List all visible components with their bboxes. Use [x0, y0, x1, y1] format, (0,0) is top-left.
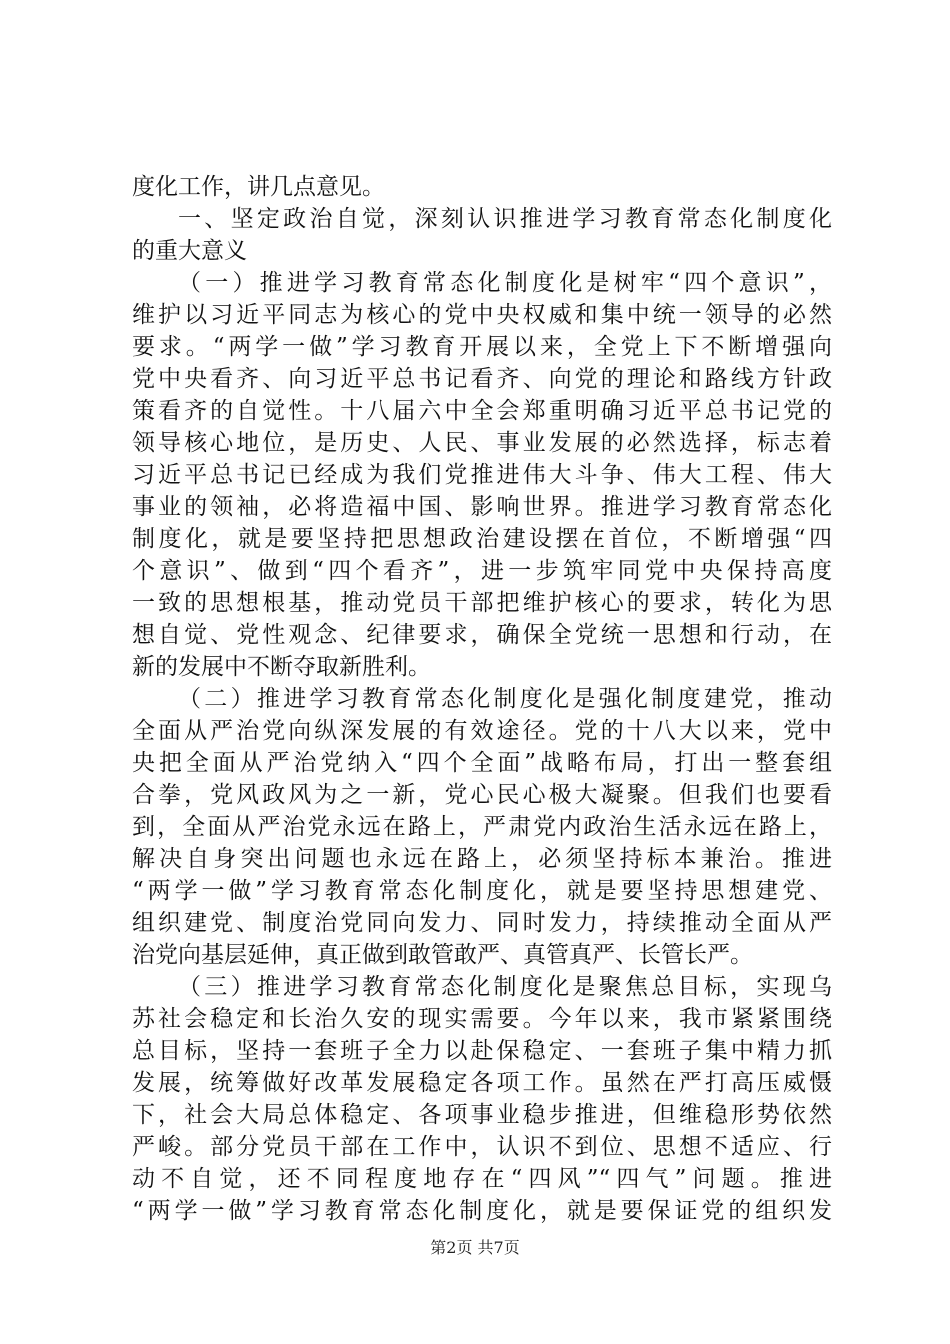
- text-line: 下，社会大局总体稳定、各项事业稳步推进，但维稳形势依然: [132, 1102, 832, 1128]
- text-line: 维护以习近平同志为核心的党中央权威和集中统一领导的必然: [132, 302, 832, 328]
- text-line: 制度化，就是要坚持把思想政治建设摆在首位，不断增强“四: [132, 526, 832, 552]
- paragraph-first-line: （三）推进学习教育常态化制度化是聚焦总目标，实现乌: [178, 974, 832, 1000]
- text-line: 解决自身突出问题也永远在路上，必须坚持标本兼治。推进: [132, 846, 832, 872]
- text-line: 要求。“两学一做”学习教育开展以来，全党上下不断增强向: [132, 334, 832, 360]
- text-line: 事业的领袖，必将造福中国、影响世界。推进学习教育常态化: [132, 494, 832, 520]
- text-line: 合拳，党风政风为之一新，党心民心极大凝聚。但我们也要看: [132, 782, 832, 808]
- page-number-footer: 第2页 共7页: [430, 1238, 520, 1257]
- text-line: 领导核心地位，是历史、人民、事业发展的必然选择，标志着: [132, 430, 832, 456]
- text-line: 党中央看齐、向习近平总书记看齐、向党的理论和路线方针政: [132, 366, 832, 392]
- section-heading: 一、坚定政治自觉，深刻认识推进学习教育常态化制度化: [178, 206, 832, 232]
- text-line: 央把全面从严治党纳入“四个全面”战略布局，打出一整套组: [132, 750, 832, 776]
- text-line: “两学一做”学习教育常态化制度化，就是要保证党的组织发: [132, 1198, 832, 1224]
- text-line: 一致的思想根基，推动党员干部把维护核心的要求，转化为思: [132, 590, 832, 616]
- text-line: 动不自觉，还不同程度地存在“四风”“四气”问题。推进: [132, 1166, 832, 1192]
- section-heading-continued: 的重大意义: [132, 238, 247, 264]
- paragraph-last-line: 新的发展中不断夺取新胜利。: [132, 654, 431, 680]
- text-line: 全面从严治党向纵深发展的有效途径。党的十八大以来，党中: [132, 718, 832, 744]
- text-line: 总目标，坚持一套班子全力以赴保稳定、一套班子集中精力抓: [132, 1038, 832, 1064]
- paragraph-first-line: （一）推进学习教育常态化制度化是树牢“四个意识”，: [178, 270, 832, 296]
- text-line: 策看齐的自觉性。十八届六中全会郑重明确习近平总书记党的: [132, 398, 832, 424]
- text-line: 个意识”、做到“四个看齐”，进一步筑牢同党中央保持高度: [132, 558, 832, 584]
- text-line: 苏社会稳定和长治久安的现实需要。今年以来，我市紧紧围绕: [132, 1006, 832, 1032]
- text-line: 度化工作，讲几点意见。: [132, 174, 385, 200]
- text-line: 严峻。部分党员干部在工作中，认识不到位、思想不适应、行: [132, 1134, 832, 1160]
- text-line: 到，全面从严治党永远在路上，严肃党内政治生活永远在路上，: [132, 814, 832, 840]
- text-line: “两学一做”学习教育常态化制度化，就是要坚持思想建党、: [132, 878, 832, 904]
- text-line: 习近平总书记已经成为我们党推进伟大斗争、伟大工程、伟大: [132, 462, 832, 488]
- paragraph-first-line: （二）推进学习教育常态化制度化是强化制度建党，推动: [178, 686, 832, 712]
- paragraph-last-line: 治党向基层延伸，真正做到敢管敢严、真管真严、长管长严。: [132, 942, 753, 968]
- text-line: 发展，统筹做好改革发展稳定各项工作。虽然在严打高压威慑: [132, 1070, 832, 1096]
- text-line: 组织建党、制度治党同向发力、同时发力，持续推动全面从严: [132, 910, 832, 936]
- text-line: 想自觉、党性观念、纪律要求，确保全党统一思想和行动，在: [132, 622, 832, 648]
